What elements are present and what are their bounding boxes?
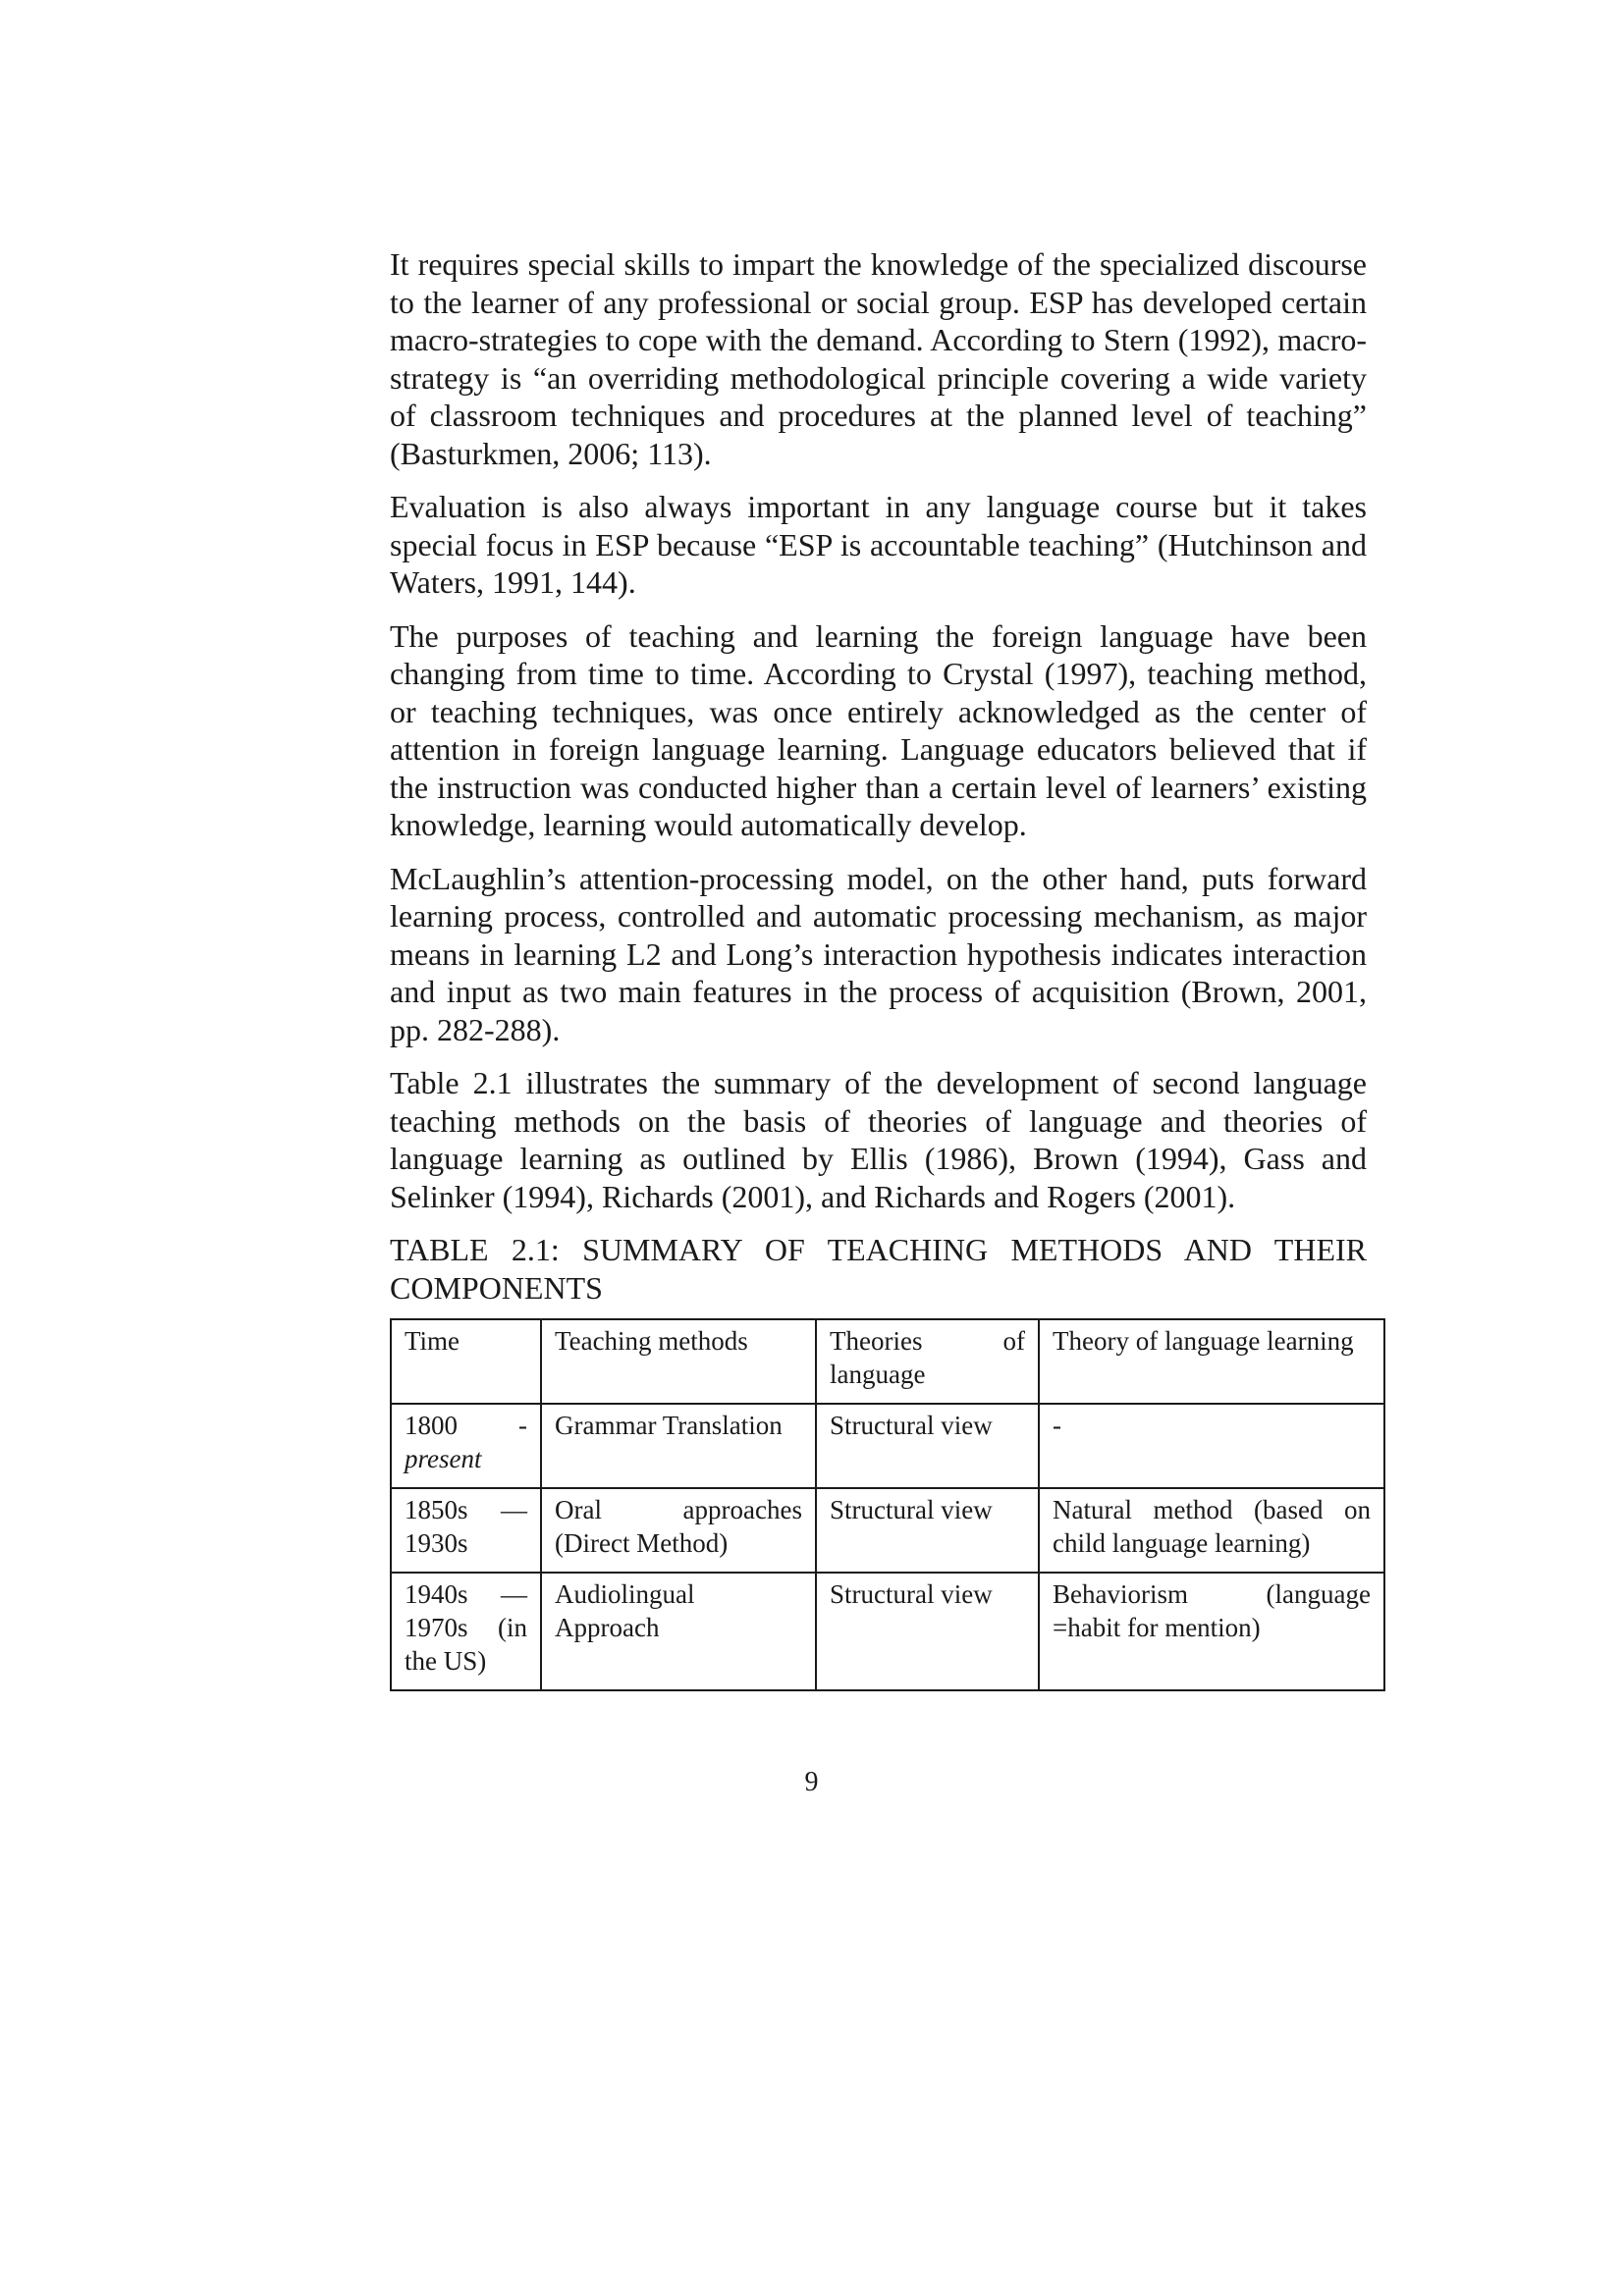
- paragraph-table-intro: Table 2.1 illustrates the summary of the development of second language teaching methods on the basis of theories of language and theories of language learning as outlined by Ellis (1986), Brown (1994), Gass and Selinker (1994), Richards (2001), and Richards and Rogers (2001).: [390, 1065, 1367, 1214]
- paragraph-mclaughlin: McLaughlin’s attention-processing model, on the other hand, puts forward learning process, controlled and automatic processing mechanism, as major means in learning L2 and Long’s interaction hypothesis indicates interaction and input as two main features in the process of acquisition (Brown, 2001, pp. 282-288).: [390, 860, 1367, 1047]
- cell-method: Audiolingual Approach: [541, 1573, 816, 1690]
- header-teaching-methods: Teaching methods: [541, 1319, 816, 1404]
- paragraph-evaluation: Evaluation is also always important in any language course but it takes special focus in ESP because “ESP is accountable teaching” (Hutchinson and Waters, 1991, 144).: [390, 489, 1367, 600]
- table-row: [391, 1573, 1384, 1690]
- teaching-methods-table: [390, 1318, 1385, 1691]
- header-theory-of-learning: Theory of language learning: [1039, 1319, 1384, 1404]
- page-body: [390, 245, 1371, 1691]
- cell-theory: Structural view: [816, 1488, 1039, 1573]
- table-row: [391, 1488, 1384, 1573]
- cell-method: Oral approaches (Direct Method): [541, 1488, 816, 1573]
- table-title: TABLE 2.1: SUMMARY OF TEACHING METHODS AND THEIR COMPONENTS: [390, 1232, 1367, 1306]
- cell-time-main: 1800 -: [405, 1411, 527, 1440]
- header-theories-of-language: Theories of language: [816, 1319, 1039, 1404]
- cell-method: Grammar Translation: [541, 1404, 816, 1488]
- cell-learning: -: [1039, 1404, 1384, 1488]
- cell-time: [391, 1404, 541, 1488]
- cell-theory: Structural view: [816, 1573, 1039, 1690]
- cell-theory: Structural view: [816, 1404, 1039, 1488]
- cell-learning: Natural method (based on child language learning): [1039, 1488, 1384, 1573]
- cell-time: 1850s — 1930s: [391, 1488, 541, 1573]
- cell-time: 1940s — 1970s (in the US): [391, 1573, 541, 1690]
- table-row: [391, 1404, 1384, 1488]
- paragraph-esp-strategies: It requires special skills to impart the knowledge of the specialized discourse to the learner of any professional or social group. ESP has developed certain macro-strategies to cope with the demand. According to Stern (1992), macro-strategy is “an overriding methodological principle covering a wide variety of classroom techniques and procedures at the planned level of teaching” (Basturkmen, 2006; 113).: [390, 246, 1367, 471]
- table-header-row: [391, 1319, 1384, 1404]
- header-time: Time: [391, 1319, 541, 1404]
- paragraph-purposes: The purposes of teaching and learning the foreign language have been changing from time to time. According to Crystal (1997), teaching method, or teaching techniques, was once entirely acknowledged as the center of attention in foreign language learning. Language educators believed that if the instruction was conducted higher than a certain level of learners’ existing knowledge, learning would automatically develop.: [390, 617, 1367, 842]
- cell-time-sub: present: [405, 1444, 482, 1473]
- cell-learning: Behaviorism (language =habit for mention): [1039, 1573, 1384, 1690]
- page-number: 9: [804, 1767, 819, 1797]
